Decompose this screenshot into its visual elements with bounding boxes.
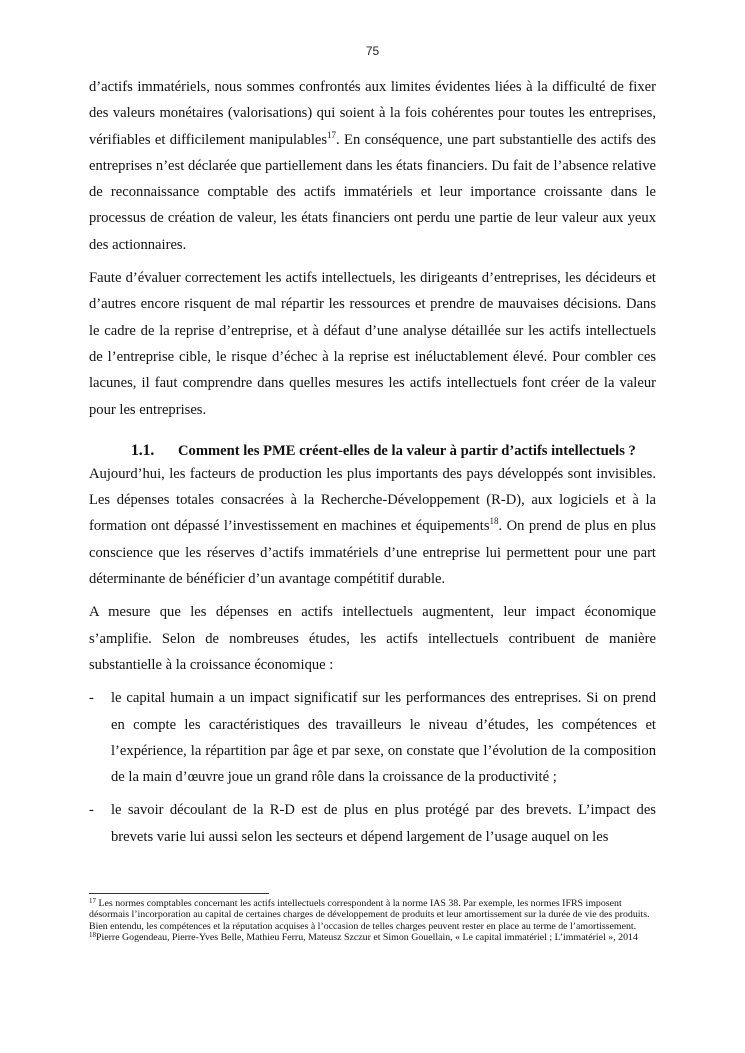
section-title: Comment les PME créent-elles de la valeur à partir d’actifs intellectuels ? [178, 442, 636, 459]
bullet-dash: - [89, 690, 94, 707]
list-item: - le savoir découlant de la R-D est de plus en plus protégé par des brevets. L’impact des brevets varie lui aussi selon les secteurs et dépend largement de l’usage auquel on les [89, 797, 656, 850]
footnotes [89, 898, 656, 944]
footnote-separator [89, 893, 269, 894]
paragraph-2: Faute d’évaluer correctement les actifs intellectuels, les dirigeants d’entreprises, les décideurs et d’autres encore risquent de mal répartir les ressources et prendre de mauvaises décisions. Dans le cadre de la reprise d’entreprise, et à défaut d’une analyse détaillée sur les actifs intellectuels de l’entreprise cible, le risque d’échec à la reprise est inéluctablement élevé. Pour combler ces lacunes, il faut comprendre dans quelles mesures les actifs intellectuels font créer de la valeur pour les entreprises. [89, 270, 656, 418]
footnote-ref-18: 18 [489, 516, 499, 527]
section-number: 1.1. [131, 441, 155, 459]
bullet-list [89, 685, 656, 850]
paragraph-1: d’actifs immatériels, nous sommes confrontés aux limites évidentes liées à la difficulté de fixer des valeurs monétaires (valorisations) qui soient à la fois cohérentes pour toutes les entreprises, vérifiables et difficilement manipulables$^{17}$. En conséquence, une part substantielle des actifs des entreprises n’est déclarée que partiellement dans les états financiers. Du fait de l’absence relative de reconnaissance comptable des actifs immatériels et leur importance croissante dans le processus de création de valeur, les états financiers ont perdu une partie de leur valeur aux yeux des actionnaires. [89, 79, 656, 253]
page-number: 75 [365, 44, 380, 58]
footnote-17: $^{17}$ Les normes comptables concernant les actifs intellectuels correspondent à la norme IAS 38. Par exemple, les normes IFRS imposent désormais l’incorporation au capital de certaines charges de développement de produits et leur amortissement sur la durée de vie des produits. Bien entendu, les compétences et la réputation acquises à l’occasion de telles charges peuvent rester en place au terme de l’amortissement. [89, 897, 650, 932]
list-item: - le capital humain a un impact significatif sur les performances des entreprises. Si on prend en compte les caractéristiques des travailleurs le niveau d’études, les compétences et l’expérience, la répartition par âge et par sexe, on constate que l’évolution de la composition de la main d’œuvre joue un grand rôle dans la croissance de la productivité ; [89, 685, 656, 790]
footnote-18: $^{18}$Pierre Gogendeau, Pierre-Yves Belle, Mathieu Ferru, Mateusz Szczur et Simon Gouellain, « Le capital immatériel ; L’immatériel », 2014 [89, 931, 638, 944]
bullet-dash: - [89, 802, 94, 819]
paragraph-3: Aujourd’hui, les facteurs de production les plus importants des pays développés sont invisibles. Les dépenses totales consacrées à la Recherche-Développement (R-D), aux logiciels et à la formation ont dépassé l’investissement en machines et équipements$^{18}$. On prend de plus en plus conscience que les réserves d’actifs immatériels d’une entreprise lui permettent pour une part déterminante de bénéficier d’un avantage compétitif durable. [89, 465, 656, 588]
paragraph-4: A mesure que les dépenses en actifs intellectuels augmentent, leur impact économique s’amplifie. Selon de nombreuses études, les actifs intellectuels contribuent de manière substantielle à la croissance économique : [89, 604, 656, 673]
main-text [89, 74, 656, 850]
footnote-ref-17: 17 [327, 129, 337, 140]
section-heading [89, 441, 656, 461]
